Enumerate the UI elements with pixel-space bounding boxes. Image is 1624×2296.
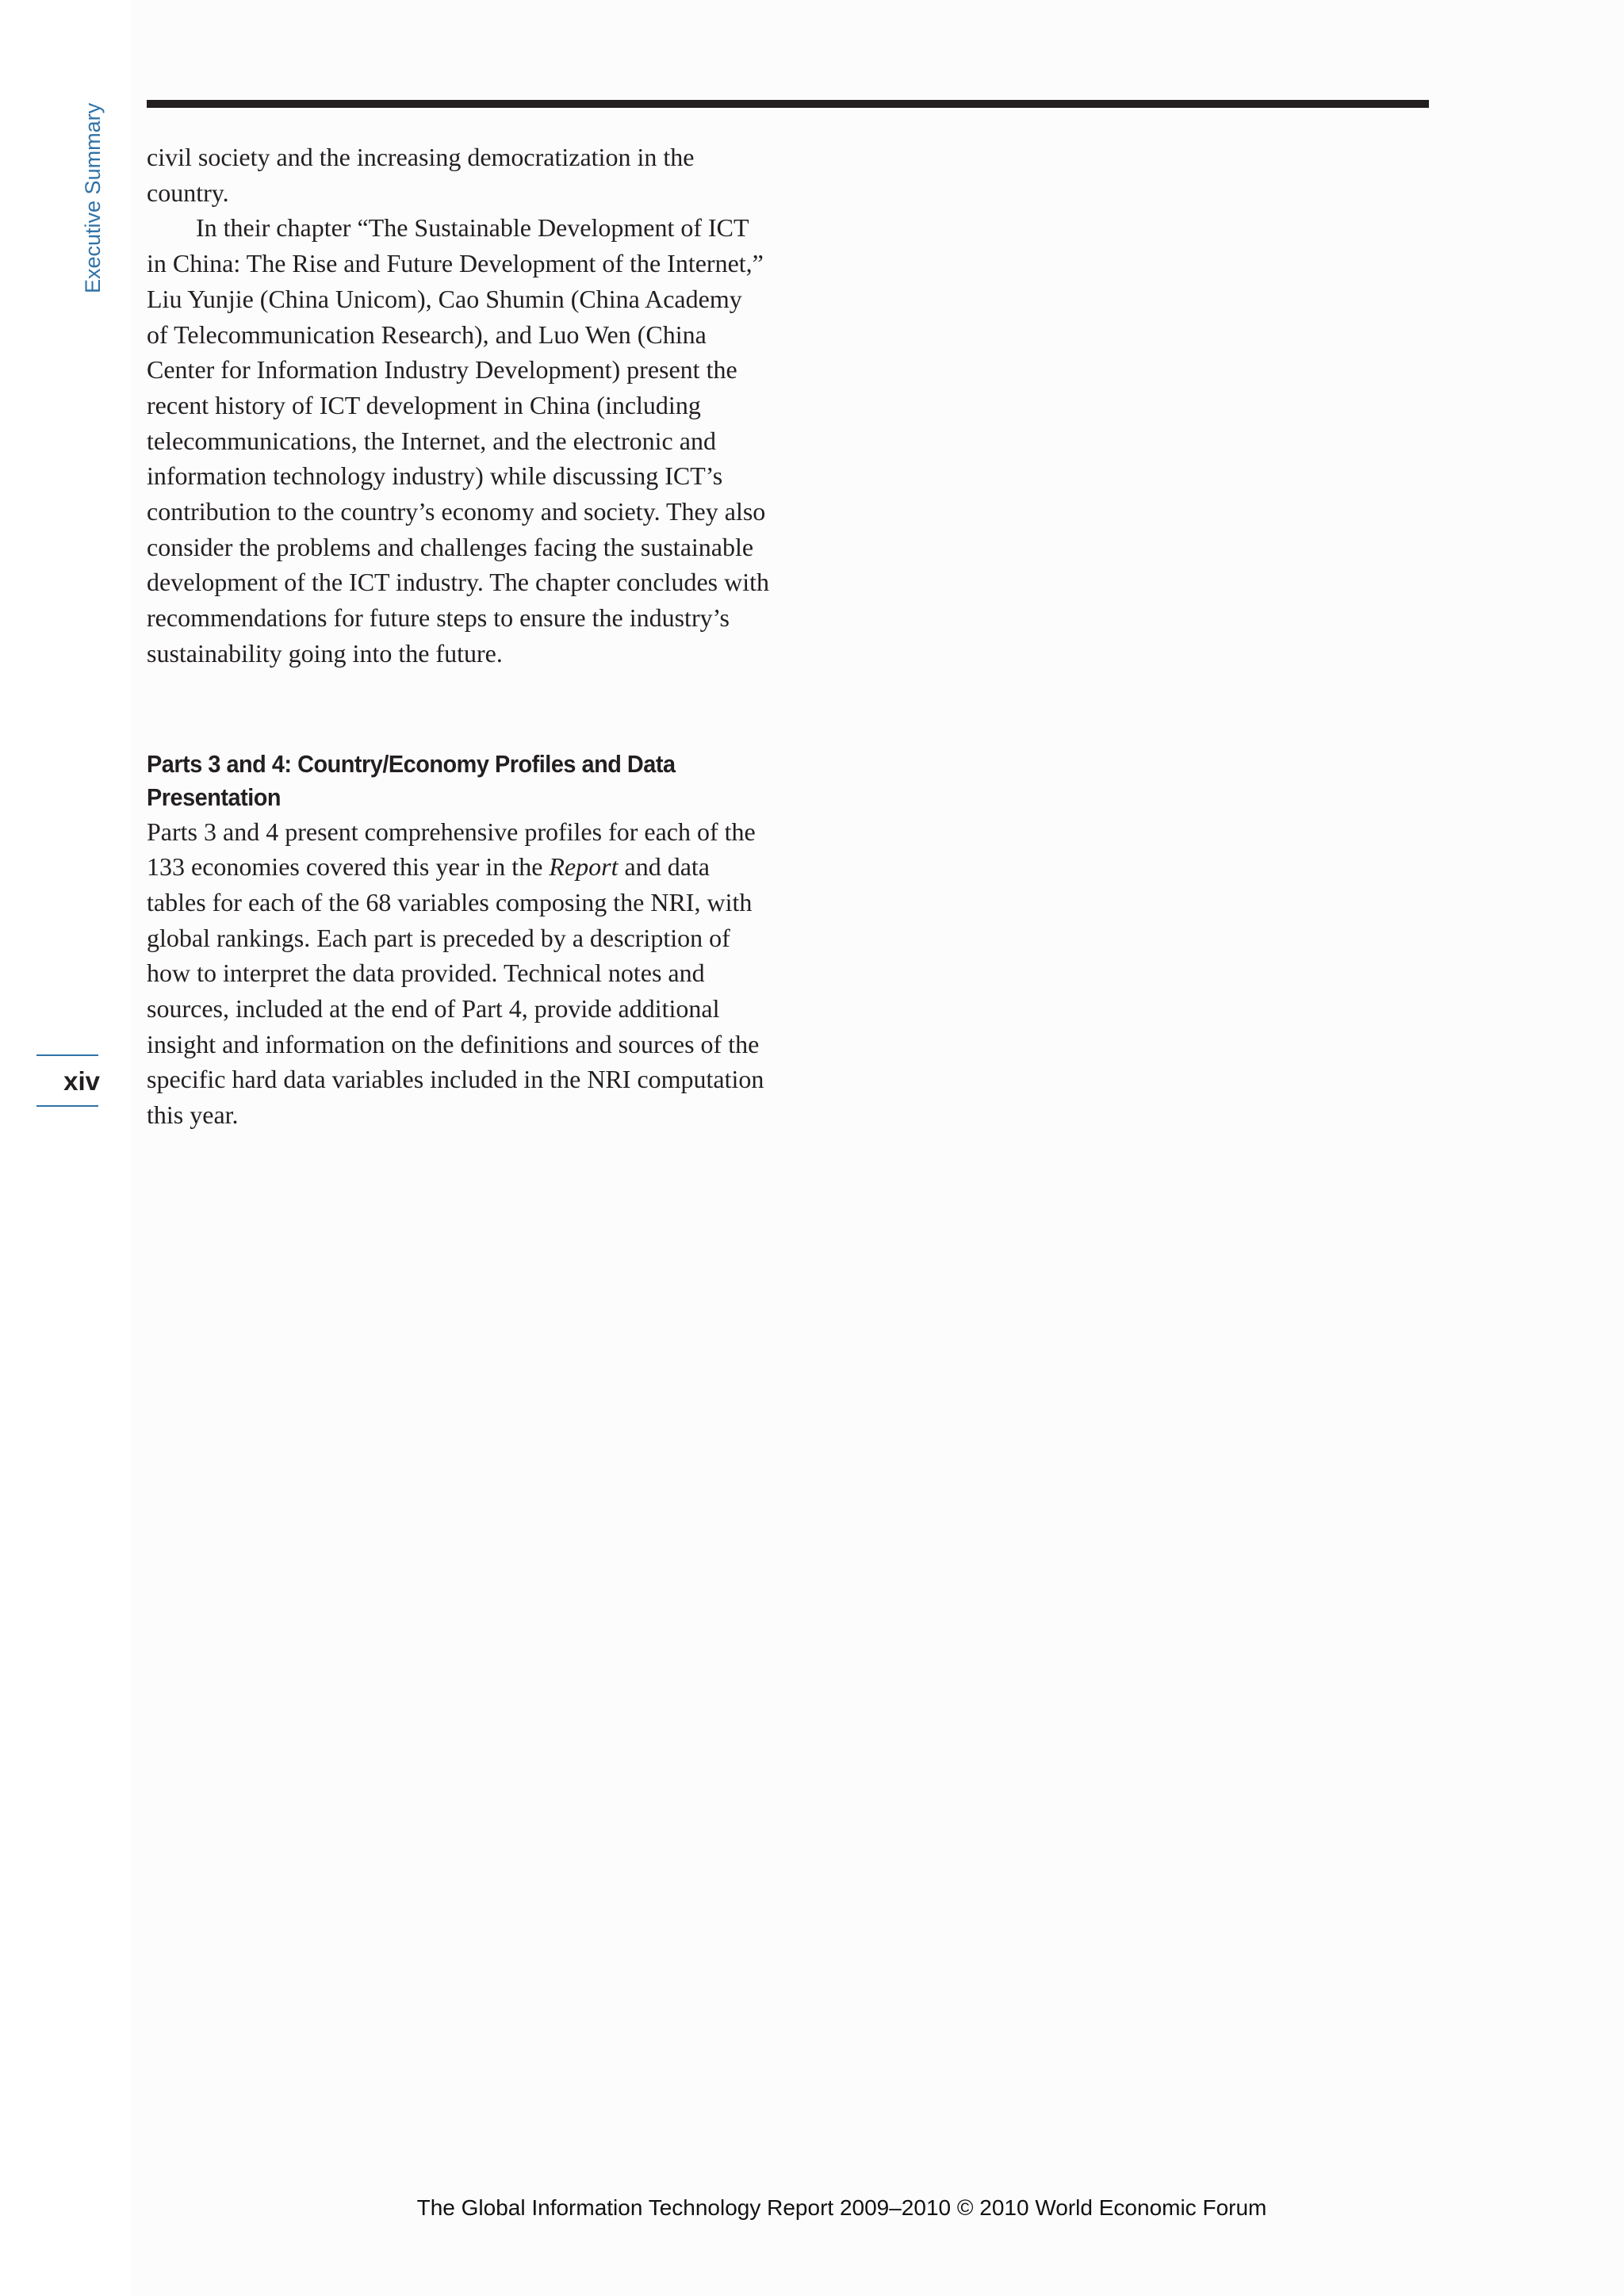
- report-title-italic: Report: [549, 852, 619, 882]
- page-number-rule-top: [36, 1054, 98, 1056]
- section-heading: Parts 3 and 4: Country/Economy Profiles and Data Presentation: [147, 749, 676, 811]
- paragraph-3-end: and data tables for each of the 68 variables composing the NRI, with global rankings. Each part is preceded by a description of how to interpret the data provided. Technical notes and sources, included at the end of Part 4, provide additional insight and information on the definitions and sources of the specific hard data variables included in the NRI computation this year.: [147, 852, 764, 1130]
- page-number: xiv: [63, 1066, 100, 1096]
- paragraph-3: [147, 814, 769, 1133]
- page-number-rule-bottom: [36, 1105, 98, 1107]
- section-label: Executive Summary: [81, 102, 105, 293]
- page-footer: The Global Information Technology Report 2009–2010 © 2010 World Economic Forum: [416, 2195, 1267, 2220]
- paragraph-3-start: Parts 3 and 4 present comprehensive profiles for each of the 133 economies covered this year in the: [147, 817, 756, 882]
- top-rule: [147, 100, 1429, 108]
- paragraph-1: civil society and the increasing democratization in the country.: [147, 143, 695, 207]
- paragraph-2: In their chapter “The Sustainable Development of ICT in China: The Rise and Future Development of the Internet,” Liu Yunjie (China Unicom), Cao Shumin (China Academy of Telecommunication Research), and Luo Wen (China Center for Information Industry Development) present the recent history of ICT development in China (including telecommunications, the Internet, and the electronic and information technology industry) while discussing ICT’s contribution to the country’s economy and society. They also consider the problems and challenges facing the sustainable development of the ICT industry. The chapter concludes with recommendations for future steps to ensure the industry’s sustainability going into the future.: [147, 213, 769, 668]
- text-column: [147, 140, 769, 1133]
